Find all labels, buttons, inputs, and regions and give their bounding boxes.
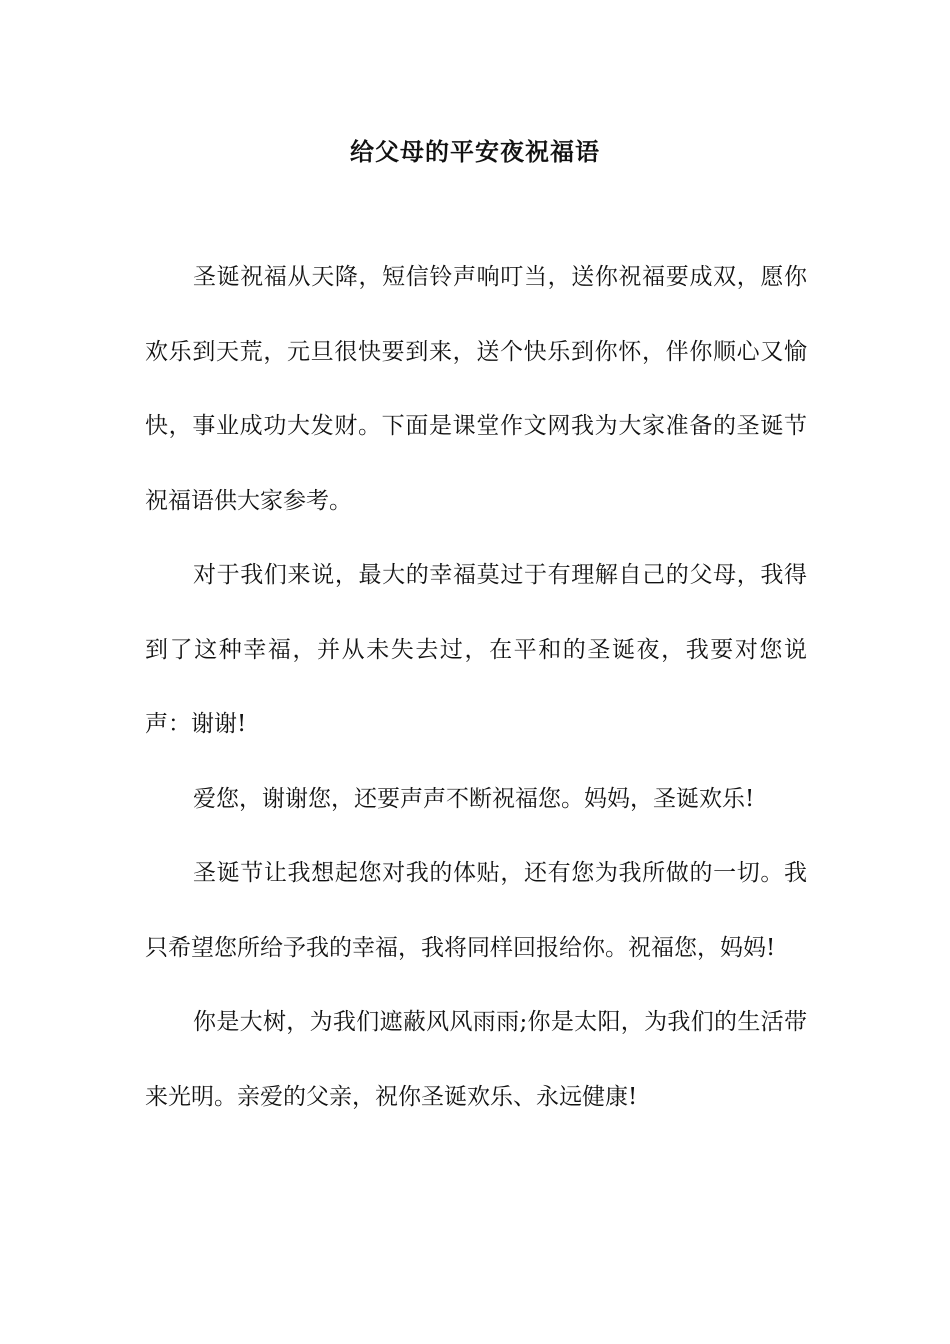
paragraph-5: 你是大树，为我们遮蔽风风雨雨;你是太阳，为我们的生活带来光明。亲爱的父亲，祝你圣诞欢乐、永远健康! xyxy=(145,1009,807,1110)
paragraph-1: 圣诞祝福从天降，短信铃声响叮当，送你祝福要成双，愿你欢乐到天荒，元旦很快要到来，送个快乐到你怀，伴你顺心又愉快，事业成功大发财。下面是课堂作文网我为大家准备的圣诞节祝福语供大家参考。 xyxy=(145,264,807,514)
document-title: 给父母的平安夜祝福语 xyxy=(350,137,600,166)
paragraph-4: 圣诞节让我想起您对我的体贴，还有您为我所做的一切。我只希望您所给予我的幸福，我将同样回报给你。祝福您，妈妈! xyxy=(145,860,807,961)
paragraph-2: 对于我们来说，最大的幸福莫过于有理解自己的父母，我得到了这种幸福，并从未失去过，在平和的圣诞夜，我要对您说声：谢谢! xyxy=(145,562,807,737)
document-body xyxy=(145,240,807,1134)
paragraph-3: 爱您，谢谢您，还要声声不断祝福您。妈妈，圣诞欢乐! xyxy=(193,785,755,812)
